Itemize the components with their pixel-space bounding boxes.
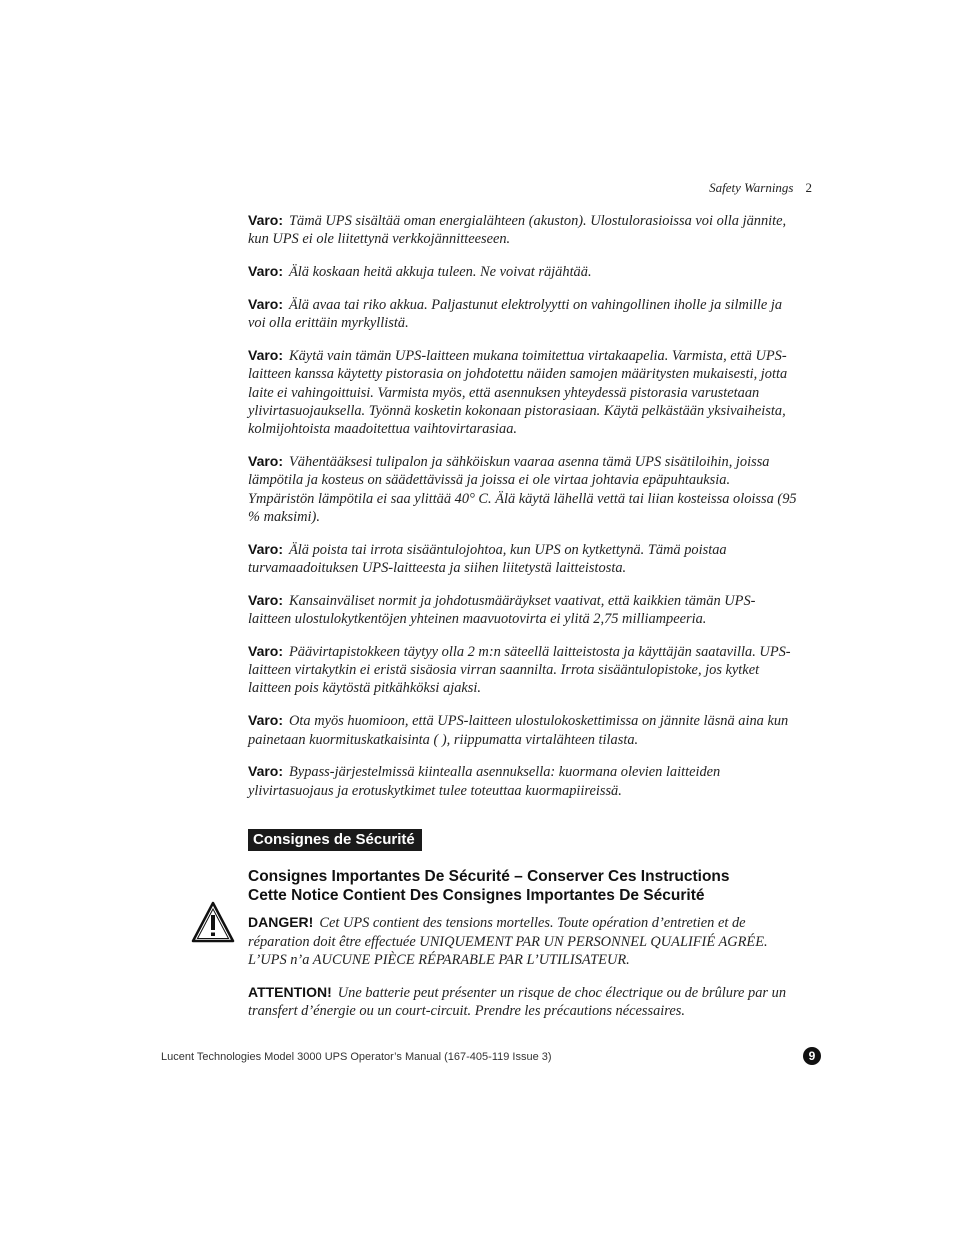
warning-text: Une batterie peut présenter un risque de choc électrique ou de brûlure par un transfert d’énergie ou un court-circuit. Prendre les précautions nécessaires. [248,984,787,1020]
warning-paragraph [248,983,798,1021]
running-header [709,180,812,196]
warning-paragraph [248,540,798,578]
warning-paragraph [248,262,798,281]
footer-manual-title: Lucent Technologies Model 3000 UPS Operator’s Manual (167-405-119 Issue 3) [161,1051,552,1063]
caution-triangle-icon [191,900,235,944]
heading-line: Cette Notice Contient Des Consignes Importantes De Sécurité [248,887,705,905]
running-header-section-number: 2 [805,180,812,195]
warning-label: Varo: [248,295,284,312]
heading-line: Consignes Importantes De Sécurité – Conserver Ces Instructions [248,868,730,886]
warning-paragraph [248,711,798,749]
warning-text: Käytä vain tämän UPS-laitteen mukana toimitettua virtakaapelia. Varmista, että UPS-laitteen kanssa käytetty pistorasia on johdotettu näiden samojen määritysten mukaisesti, jotta laite ei vahingoittuisi. Varmista myös, että asennuksen yhteydessä pistorasia varustetaan ylivirtasuojauksella. Työnnä kosketin kokonaan pistorasiaan. Käytä pelkästään yksivaiheista, kolmijohtoista maadoitettua vaihtovirtarasiaa. [248,347,788,438]
warning-text: Älä avaa tai riko akkua. Paljastunut elektrolyytti on vahingollinen iholle ja silmille ja voi olla erittäin myrkyllistä. [248,296,783,332]
section-title-bar: Consignes de Sécurité [248,829,422,851]
warning-text: Tämä UPS sisältää oman energialähteen (akuston). Ulostulorasioissa voi olla jännite, kun UPS ei ole liitettynä verkkojännitteeseen. [248,213,787,248]
warning-label: Varo: [248,712,284,729]
warning-label: Varo: [248,346,284,363]
warning-label: Varo: [248,212,284,228]
warning-label: Varo: [248,763,284,780]
warning-paragraph [248,591,798,629]
warning-label: ATTENTION! [248,983,332,1000]
warning-paragraph [248,913,798,969]
warning-text: Älä koskaan heitä akkuja tuleen. Ne voivat räjähtää. [289,264,592,281]
warning-text: Cet UPS contient des tensions mortelles. Toute opération d’entretien et de réparation doit être effectuée UNIQUEMENT PAR UN PERSONNEL QUALIFIÉ AGRÉE. L’UPS n’a AUCUNE PIÈCE RÉPARABLE PAR L’UTILISATEUR. [248,915,768,969]
warning-label: Varo: [248,591,284,608]
warning-text: Vähentääksesi tulipalon ja sähköiskun vaaraa asenna tämä UPS sisätiloihin, joissa lämpötila ja kosteus on säädettävissä ja joissa ei ole virtaa johtavia epäpuhtauksia. Ympäristön lämpötila ei saa ylittää 40° C. Älä käytä lähellä vettä tai liian kosteissa oloissa (95 % maksimi). [248,453,797,525]
warning-text: Ota myös huomioon, että UPS-laitteen ulostulokoskettimissa on jännite läsnä aina kun painetaan kuormituskatkaisinta ( ), riippumatta virtalähteen tilasta. [248,713,789,748]
warning-label: Varo: [248,263,284,280]
page-content [248,211,798,1034]
warning-label: Varo: [248,540,284,557]
warning-paragraph [248,211,798,249]
warning-paragraph [248,295,798,333]
warning-paragraph [248,452,798,526]
warning-label: DANGER! [248,914,314,931]
warning-paragraph [248,642,798,698]
safety-instructions-heading [248,867,798,905]
warning-text: Bypass-järjestelmissä kiintealla asennuksella: kuormana olevien laitteiden ylivirtasuojaus ja erotuskytkimet tulee toteuttaa kuormapiireissä. [248,764,721,799]
warning-paragraph [248,762,798,800]
warning-text: Älä poista tai irrota sisääntulojohtoa, kun UPS on kytkettynä. Tämä poistaa turvamaadoituksen UPS-laitteesta ja siihen liitetystä laitteistosta. [248,541,727,576]
warning-paragraph [248,346,798,438]
running-header-title: Safety Warnings [709,180,794,195]
warning-label: Varo: [248,452,284,469]
french-warnings [248,913,798,1020]
warning-text: Kansainväliset normit ja johdotusmääräykset vaativat, että kaikkien tämän UPS-laitteen ulostulokytkentöjen yhteinen maavuotovirta ei ylitä 2,75 milliampeeria. [248,592,756,628]
finnish-warnings [248,211,798,800]
warning-label: Varo: [248,642,284,659]
page-number-badge: 9 [803,1047,821,1065]
warning-text: Päävirtapistokkeen täytyy olla 2 m:n säteellä laitteistosta ja käyttäjän saatavilla. UPS-laitteen virtakytkin ei eristä sisäosia virran saannilta. Irrota sisääntulopistoke, jos kytket laitteen pois käytöstä pitkähköksi ajaksi. [248,643,791,697]
